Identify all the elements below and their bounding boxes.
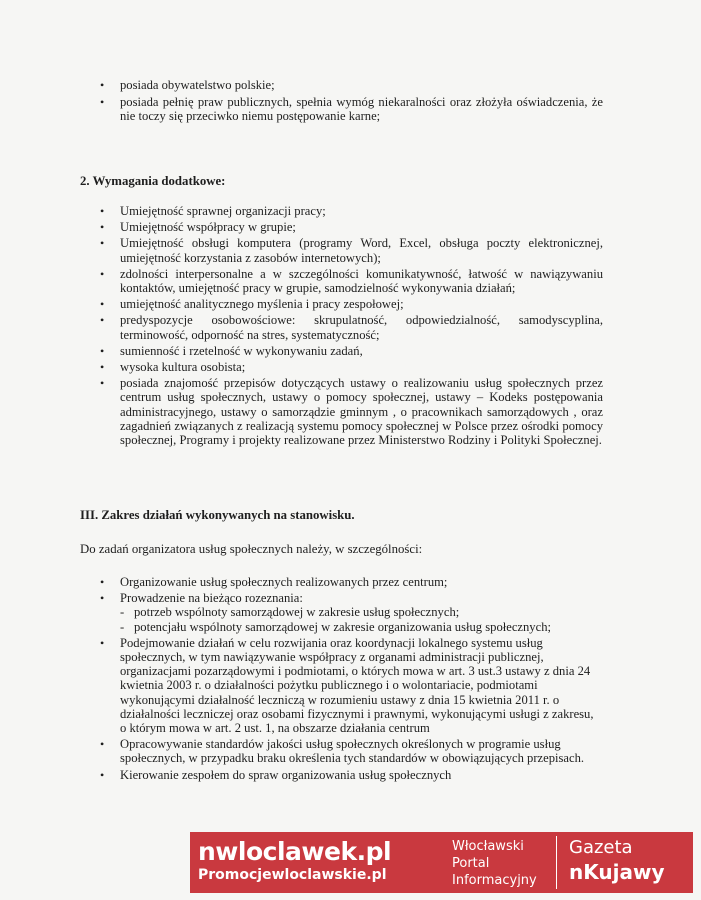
list-item [0,591,701,634]
list-item [0,78,701,92]
bullet-icon: • [100,204,105,218]
list-item-text: zdolności interpersonalne a w szczególności komunikatywność, łatwość w nawiązywaniu kontaktów, umiejętność pracy w grupie, samodzielność wykonywania działań; [120,266,603,296]
bullet-icon: • [100,297,105,312]
banner-site-block [190,832,444,893]
sub-item-text: potrzeb wspólnoty samorządowej w zakresie usług społecznych; [134,605,460,620]
bullet-icon: • [100,376,105,391]
list-item-text: Umiejętność sprawnej organizacji pracy; [120,204,326,218]
list-item [0,236,701,264]
list-item-text: Umiejętność obsługi komputera (programy Word, Excel, obsługa poczty elektronicznej, umiejętność korzystania z zasobów internetowych); [120,236,603,265]
list-item-text: posiada pełnię praw publicznych, spełnia wymóg niekaralności oraz złożyła oświadczenia, że nie toczy się przeciwko niemu postępowanie karne; [120,95,603,124]
list-item [0,204,701,218]
bullet-icon: • [100,575,105,589]
list-item-text: Opracowywanie standardów jakości usług społecznych określonych w programie usług społecznych, w przypadku braku określenia tych standardów w obowiązujących przepisach. [120,737,585,766]
bullet-icon: • [100,360,105,375]
list-item [0,313,701,341]
sub-item [120,605,603,619]
list-item-text: Kierowanie zespołem do spraw organizowania usług społecznych [120,767,452,782]
list-item-text: umiejętność analitycznego myślenia i pracy zespołowej; [120,297,404,312]
bullet-icon: • [100,220,105,235]
list-item [0,575,701,589]
list-item [0,95,701,123]
banner-gazeta-brand: nKujawy [569,860,665,884]
list-item [0,267,701,295]
list-item [0,636,701,735]
bullet-icon: • [100,635,105,650]
sub-item-text: potencjału wspólnoty samorządowej w zakresie organizowania usług społecznych; [134,619,551,634]
list-item-text: sumienność i rzetelność w wykonywaniu zadań, [120,343,363,358]
section-intro: Do zadań organizatora usług społecznych należy, w szczególności: [80,542,423,556]
list-item-text: posiada obywatelstwo polskie; [120,78,275,92]
banner-site-name-secondary: Promocjewloclawskie.pl [198,867,387,883]
banner-portal-line: Portal [452,856,490,871]
list-item [0,220,701,234]
list-item [0,297,701,311]
sub-item [120,620,603,634]
bullet-icon: • [100,266,105,281]
list-item-text: posiada znajomość przepisów dotyczących ustawy o realizowaniu usług społecznych przez centrum usług społecznych, ustawy o pomocy społecznej, ustawy – Kodeks postępowania administracyjnego, ustawy o samorządzie gminnym , o pracownikach samorządowych , oraz zagadnień związanych z realizacją systemu pomocy społecznej w Polsce przez ośrodki pomocy społecznej, Programy i projekty realizowane przez Ministerstwo Rodziny i Polityki Społecznej. [120,376,603,448]
bullet-icon: • [100,737,105,752]
banner-portal-block [444,832,556,893]
list-item-text: predyspozycje osobowościowe: skrupulatność, odpowiedzialność, samodyscyplina, terminowość, odporność na stres, systematyczność; [120,313,603,342]
banner-site-name: nwloclawek.pl [198,837,392,866]
bullet-icon: • [100,78,105,92]
bullet-icon: • [100,343,105,358]
banner-gazeta-block [557,832,693,893]
list-item-text: Prowadzenie na bieżąco rozeznania: [120,591,303,606]
banner-portal-line: Informacyjny [452,873,537,888]
list-item-text: wysoka kultura osobista; [120,360,246,375]
list-item [0,344,701,358]
dash-icon: - [120,619,125,634]
list-item-text: Organizowanie usług społecznych realizowanych przez centrum; [120,575,448,589]
duties-list [0,575,701,782]
requirements-list-top [0,78,701,124]
list-item [0,737,701,765]
section-heading: III. Zakres działań wykonywanych na stanowisku. [80,508,355,522]
list-item-text: Umiejętność współpracy w grupie; [120,220,296,235]
watermark-banner [190,832,693,893]
bullet-icon: • [100,236,105,251]
dash-icon: - [120,605,125,620]
list-item [0,376,701,447]
section-heading: 2. Wymagania dodatkowe: [80,174,226,188]
list-item [0,768,701,782]
bullet-icon: • [100,313,105,328]
bullet-icon: • [100,95,105,110]
list-item [0,360,701,374]
banner-gazeta-title: Gazeta [569,837,633,858]
bullet-icon: • [100,591,105,606]
additional-requirements-list [0,204,701,447]
banner-portal-line: Włocławski [452,839,524,854]
bullet-icon: • [100,767,105,782]
list-item-text: Podejmowanie działań w celu rozwijania oraz koordynacji lokalnego systemu usług społecznych, w tym nawiązywanie współpracy z organami administracji publicznej, organizacjami pozarządowymi i podmiotami, o których mowa w art. 3 ust.3 ustawy z dnia 24 kwietnia 2003 r. o działalności pożytku publicznego i o wolontariacie, podmiotami wykonującymi działalność leczniczą w rozumieniu ustawy z dnia 15 kwietnia 2011 r. o działalności leczniczej oraz osobami fizycznymi i prawnymi, wykonującymi usługi z zakresu, o którym mowa w art. 2 ust. 1, na obszarze działania centrum [120,635,594,736]
